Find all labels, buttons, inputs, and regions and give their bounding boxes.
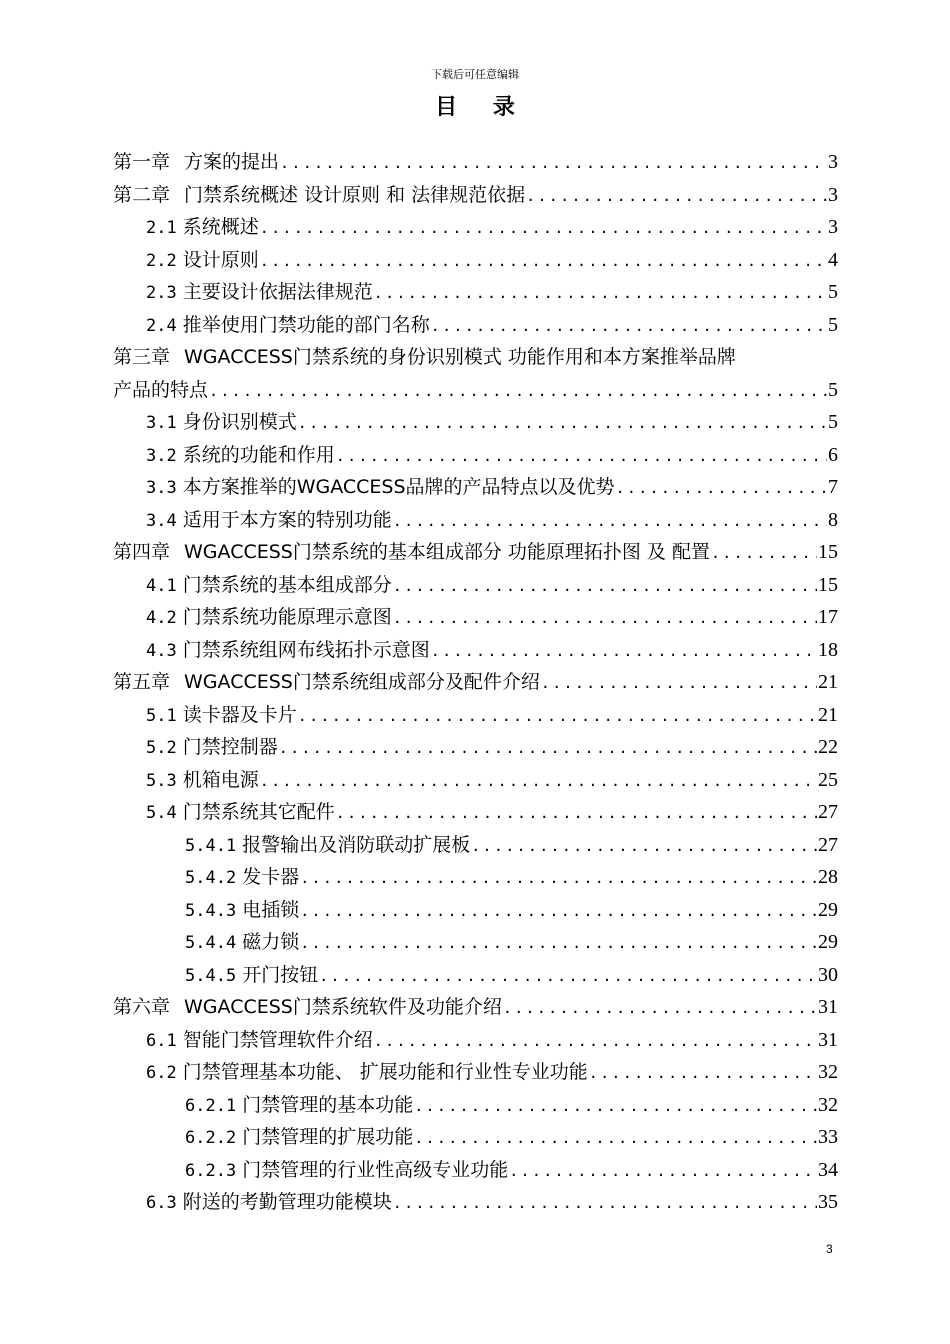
toc-dot-leader	[414, 1090, 817, 1123]
toc-entry-page: 3	[828, 151, 838, 173]
toc-dot-leader	[393, 505, 827, 538]
toc-entry-number: 6.2	[146, 1063, 177, 1083]
toc-entry-label	[185, 1121, 413, 1155]
toc-entry-title: 系统概述	[182, 216, 259, 238]
toc-dot-leader	[616, 472, 827, 505]
toc-entry[interactable]	[113, 926, 838, 959]
toc-entry[interactable]	[113, 1089, 838, 1122]
toc-entry-title: 智能门禁管理软件介绍	[182, 1028, 373, 1051]
toc-dot-leader	[374, 277, 827, 310]
toc-dot-leader	[471, 830, 817, 863]
toc-entry-number: 6.2.1	[185, 1095, 237, 1116]
toc-entry-title: 门禁控制器	[182, 736, 278, 758]
toc-entry-title: 发卡器	[242, 866, 300, 888]
toc-entry-label	[113, 146, 279, 179]
toc-entry[interactable]	[113, 796, 838, 829]
toc-dot-leader	[209, 375, 827, 408]
toc-dot-leader	[336, 440, 827, 473]
toc-entry-page: 5	[828, 313, 838, 336]
toc-entry-label	[146, 764, 259, 798]
toc-dot-leader	[509, 1155, 817, 1188]
toc-entry[interactable]	[113, 666, 838, 699]
toc-entry-label	[146, 504, 392, 538]
toc-entry-title: 电插锁	[242, 898, 300, 921]
toc-entry-title: 推举使用门禁功能的部门名称	[182, 313, 430, 336]
toc-entry-title: 方案的提出	[184, 151, 280, 173]
toc-entry-page: 3	[828, 183, 838, 206]
toc-entry-label	[113, 666, 540, 699]
toc-entry-label	[113, 374, 208, 407]
toc-entry[interactable]	[113, 1121, 838, 1154]
toc-entry-number: 6.2.2	[185, 1128, 237, 1148]
toc-entry[interactable]	[113, 504, 838, 537]
toc-entry-label	[146, 634, 430, 668]
toc-entry-number: 4.2	[146, 608, 177, 628]
toc-entry-title: 门禁系统功能原理示意图	[182, 606, 392, 628]
toc-entry-number: 5.3	[146, 770, 177, 791]
toc-dot-leader	[280, 147, 827, 180]
toc-entry-page: 27	[818, 833, 838, 856]
toc-entry-number: 3.3	[146, 478, 177, 498]
toc-entry-number: 第六章	[113, 996, 171, 1018]
toc-entry-number: 6.3	[146, 1193, 177, 1213]
toc-entry[interactable]	[113, 991, 838, 1024]
toc-entry-title: 机箱电源	[182, 768, 259, 791]
toc-dot-leader	[414, 1122, 817, 1155]
toc-entry-page: 15	[818, 573, 838, 596]
toc-dot-leader	[260, 212, 827, 245]
toc-entry-label	[146, 1024, 373, 1058]
toc-entry-number: 5.1	[146, 705, 177, 726]
toc-entry-label	[113, 991, 502, 1024]
toc-entry-title: 报警输出及消防联动扩展板	[242, 833, 471, 856]
toc-entry-page: 35	[818, 1191, 838, 1213]
toc-entry-page: 17	[818, 606, 838, 628]
toc-entry-title: 门禁管理的扩展功能	[242, 1126, 414, 1148]
toc-entry-number: 第三章	[113, 346, 171, 368]
toc-entry[interactable]	[113, 1154, 838, 1187]
toc-entry[interactable]	[113, 471, 838, 504]
toc-entry-label	[146, 471, 615, 505]
toc-entry-title: WGACCESS门禁系统组成部分及配件介绍	[184, 671, 540, 693]
toc-dot-leader	[260, 765, 817, 798]
toc-entry-number: 6.2.3	[185, 1160, 237, 1181]
toc-entry-title: 身份识别模式	[182, 411, 297, 433]
toc-entry-label	[146, 1056, 588, 1090]
toc-entry-title: 设计原则	[182, 248, 259, 271]
toc-entry-title: 附送的考勤管理功能模块	[182, 1191, 392, 1213]
toc-entry-label	[113, 536, 710, 569]
toc-entry-title: 门禁系统组网布线拓扑示意图	[182, 638, 430, 661]
toc-entry-title: WGACCESS门禁系统的身份识别模式 功能作用和本方案推举品牌	[184, 346, 736, 368]
toc-entry-page: 21	[818, 703, 838, 726]
page-number: 3	[826, 1242, 833, 1256]
toc-dot-leader	[336, 797, 817, 830]
toc-dot-leader	[431, 635, 817, 668]
toc-entry-label	[185, 894, 299, 928]
toc-entry-page: 8	[828, 508, 838, 531]
toc-entry[interactable]	[113, 861, 838, 894]
toc-entry-number: 第五章	[113, 671, 171, 693]
toc-entry-title: 适用于本方案的特别功能	[182, 508, 392, 531]
toc-entry-label	[146, 731, 278, 765]
toc-entry-label	[146, 796, 335, 830]
toc-entry-label	[185, 959, 318, 993]
toc-dot-leader	[300, 862, 817, 895]
toc-entry-label	[146, 276, 373, 310]
toc-entry-number: 5.4.1	[185, 835, 237, 856]
toc-entry-number: 2.2	[146, 250, 177, 271]
toc-entry-number: 3.4	[146, 510, 177, 531]
toc-entry[interactable]	[113, 406, 838, 439]
toc-dot-leader	[526, 180, 827, 213]
toc-entry-number: 3.2	[146, 445, 177, 466]
toc-entry-number: 5.4.2	[185, 868, 237, 888]
toc-dot-leader	[503, 992, 817, 1025]
toc-entry-page: 31	[818, 996, 838, 1018]
toc-entry-title: 系统的功能和作用	[182, 443, 335, 466]
toc-entry-title: 门禁系统概述 设计原则 和 法律规范依据	[184, 183, 526, 206]
toc-entry-title: 门禁系统的基本组成部分	[182, 573, 392, 596]
toc-entry-number: 5.4.4	[185, 933, 237, 953]
toc-entry-page: 34	[818, 1158, 838, 1181]
toc-entry-number: 3.1	[146, 413, 177, 433]
toc-entry-label	[146, 439, 335, 473]
toc-entry-number: 5.2	[146, 738, 177, 758]
toc-dot-leader	[279, 732, 817, 765]
toc-entry-number: 5.4.3	[185, 900, 237, 921]
toc-entry-number: 第四章	[113, 541, 171, 563]
toc-entry[interactable]	[113, 959, 838, 992]
toc-dot-leader	[431, 310, 827, 343]
toc-entry-number: 第一章	[113, 151, 171, 173]
toc-entry[interactable]	[113, 244, 838, 277]
toc-entry-page: 32	[818, 1093, 838, 1116]
toc-dot-leader	[541, 667, 817, 700]
toc-entry[interactable]	[113, 601, 838, 634]
toc-entry-page: 5	[828, 281, 838, 303]
toc-entry-label	[185, 1089, 413, 1123]
toc-entry-page: 27	[818, 801, 838, 823]
toc-entry-page: 29	[818, 898, 838, 921]
toc-dot-leader	[298, 700, 817, 733]
toc-entry-number: 4.3	[146, 640, 177, 661]
toc-dot-leader	[374, 1025, 817, 1058]
toc-entry[interactable]	[113, 829, 838, 862]
toc-entry[interactable]	[113, 569, 838, 602]
toc-entry-title: 磁力锁	[242, 931, 300, 953]
toc-entry[interactable]	[113, 341, 838, 374]
toc-entry[interactable]	[113, 764, 838, 797]
toc-entry[interactable]	[113, 1056, 838, 1089]
toc-entry-number: 5.4.5	[185, 965, 237, 986]
toc-entry-page: 15	[818, 541, 838, 563]
toc-entry-page: 30	[818, 963, 838, 986]
toc-dot-leader	[589, 1057, 817, 1090]
toc-entry-label	[146, 211, 259, 245]
toc-entry-page: 3	[828, 216, 838, 238]
toc-entry-page: 21	[818, 671, 838, 693]
toc-entry-label	[146, 1186, 392, 1220]
toc-entry-page: 5	[828, 378, 838, 401]
toc-entry-page: 33	[818, 1126, 838, 1148]
toc-entry[interactable]	[113, 179, 838, 212]
toc-entry-number: 第二章	[113, 183, 171, 206]
toc-entry-label	[185, 1154, 508, 1188]
toc-dot-leader	[319, 960, 817, 993]
toc-entry[interactable]	[113, 439, 838, 472]
toc-entry-number: 5.4	[146, 803, 177, 823]
toc-entry-page: 28	[818, 866, 838, 888]
toc-entry-page: 32	[818, 1061, 838, 1083]
toc-entry-number: 2.3	[146, 283, 177, 303]
toc-entry-number: 4.1	[146, 575, 177, 596]
toc-entry[interactable]	[113, 894, 838, 927]
toc-entry-number: 6.1	[146, 1030, 177, 1051]
toc-entry-page: 25	[818, 768, 838, 791]
toc-entry[interactable]	[113, 731, 838, 764]
toc-entry-title: 门禁管理的行业性高级专业功能	[242, 1158, 509, 1181]
toc-dot-leader	[711, 537, 817, 570]
toc-entry-label	[146, 601, 392, 635]
toc-entry-page: 18	[818, 638, 838, 661]
toc-entry-title: WGACCESS门禁系统的基本组成部分 功能原理拓扑图 及 配置	[184, 541, 710, 563]
toc-entry[interactable]	[113, 699, 838, 732]
toc-dot-leader	[393, 570, 817, 603]
toc-dot-leader	[260, 245, 827, 278]
toc-entry-label	[185, 926, 299, 960]
toc-entry-label	[146, 406, 297, 440]
toc-entry[interactable]	[113, 536, 838, 569]
table-of-contents	[113, 146, 838, 1219]
toc-entry-label	[113, 341, 736, 374]
toc-entry-label	[146, 699, 297, 733]
toc-dot-leader	[298, 407, 827, 440]
toc-entry-title: 门禁系统其它配件	[182, 801, 335, 823]
toc-entry[interactable]	[113, 1024, 838, 1057]
toc-entry-number: 2.1	[146, 218, 177, 238]
toc-dot-leader	[300, 927, 817, 960]
toc-entry-page: 29	[818, 931, 838, 953]
header-note: 下载后可任意编辑	[431, 68, 519, 81]
toc-entry-title: 主要设计依据法律规范	[182, 281, 373, 303]
toc-entry-title: WGACCESS门禁系统软件及功能介绍	[184, 996, 502, 1018]
toc-entry-label	[146, 244, 259, 278]
toc-dot-leader	[393, 602, 817, 635]
toc-entry-page: 4	[828, 248, 838, 271]
toc-entry-title: 门禁管理的基本功能	[242, 1093, 414, 1116]
toc-entry[interactable]	[113, 374, 838, 407]
toc-entry[interactable]	[113, 146, 838, 179]
toc-entry[interactable]	[113, 1186, 838, 1219]
toc-entry-label	[185, 861, 299, 895]
toc-entry-page: 5	[828, 411, 838, 433]
toc-entry[interactable]	[113, 276, 838, 309]
toc-entry-title: 本方案推举的WGACCESS品牌的产品特点以及优势	[182, 476, 615, 498]
toc-entry-title: 产品的特点	[113, 378, 209, 401]
toc-entry-number: 2.4	[146, 315, 177, 336]
toc-entry-label	[146, 309, 430, 343]
toc-entry[interactable]	[113, 211, 838, 244]
toc-entry-page: 31	[818, 1028, 838, 1051]
toc-entry-page: 7	[828, 476, 838, 498]
toc-entry[interactable]	[113, 634, 838, 667]
toc-entry-label	[113, 179, 525, 212]
toc-dot-leader	[300, 895, 817, 928]
toc-title: 目 录	[435, 95, 529, 120]
toc-entry-label	[146, 569, 392, 603]
toc-entry-page: 6	[828, 443, 838, 466]
toc-entry-page: 22	[818, 736, 838, 758]
toc-entry[interactable]	[113, 309, 838, 342]
toc-entry-title: 门禁管理基本功能、 扩展功能和行业性专业功能	[182, 1061, 588, 1083]
toc-entry-title: 开门按钮	[242, 963, 319, 986]
toc-dot-leader	[393, 1187, 817, 1220]
toc-entry-title: 读卡器及卡片	[182, 703, 297, 726]
toc-entry-label	[185, 829, 470, 863]
